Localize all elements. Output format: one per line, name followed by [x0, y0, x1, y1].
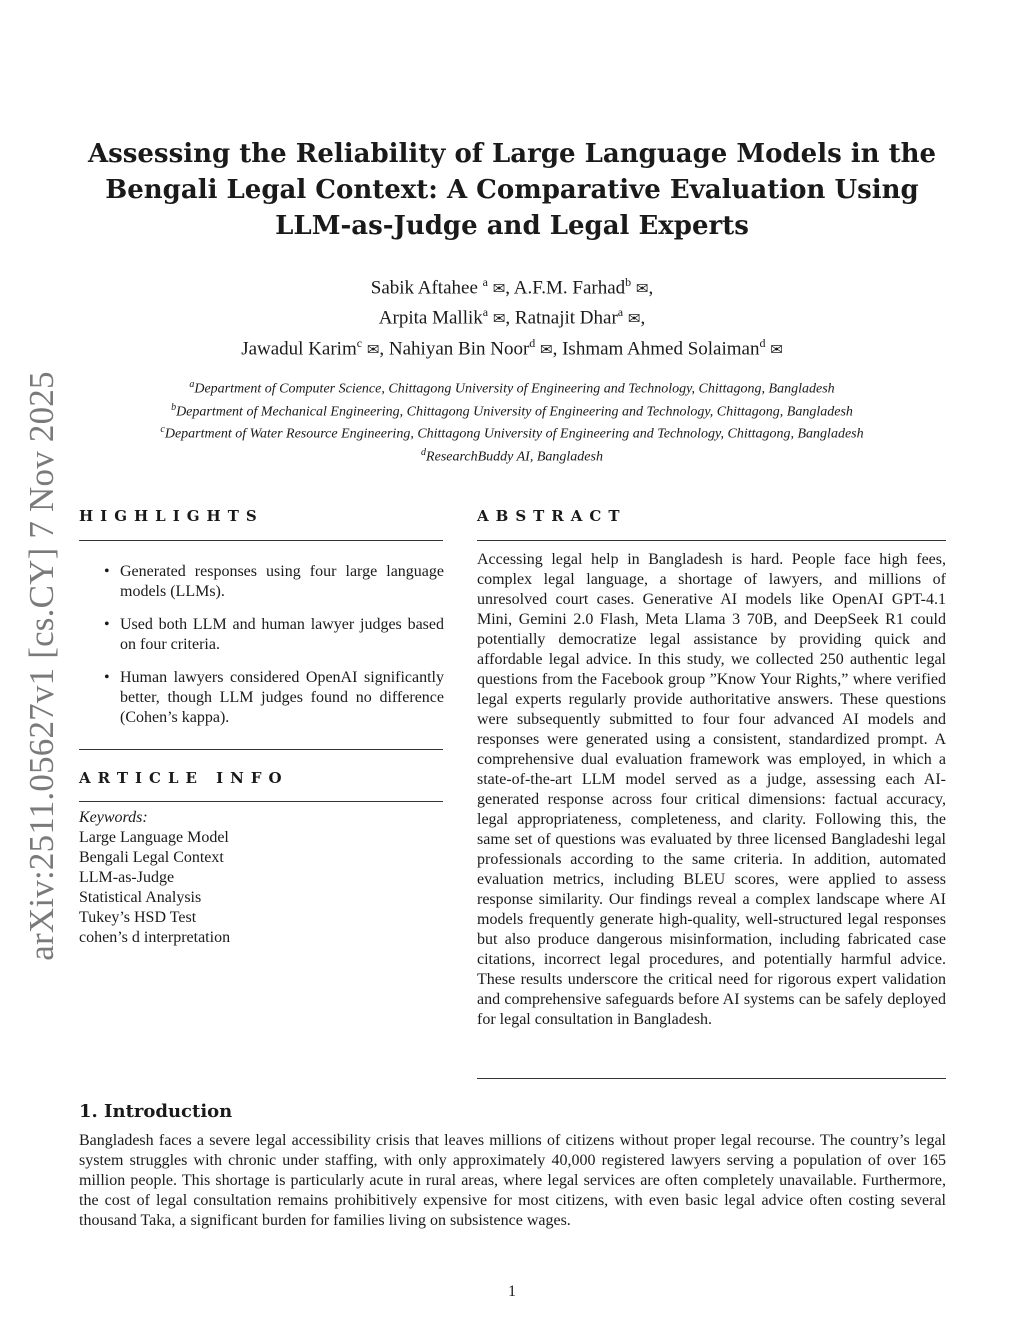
paper-title: [80, 136, 944, 244]
email-icon[interactable]: ✉: [627, 311, 641, 328]
email-icon[interactable]: ✉: [635, 281, 649, 298]
affiliation: [80, 444, 944, 467]
affiliation-mark: c: [356, 335, 363, 350]
highlights-rule-top: [79, 540, 443, 541]
affiliation-mark: d: [529, 335, 536, 350]
affiliation: [80, 421, 944, 444]
arxiv-stamp: arXiv:2511.05627v1 [cs.CY] 7 Nov 2025: [22, 371, 61, 961]
title-line: Bengali Legal Context: A Comparative Evaluation Using: [105, 175, 919, 205]
highlight-text: Used both LLM and human lawyer judges based on four criteria.: [120, 616, 444, 653]
email-icon[interactable]: ✉: [492, 281, 506, 298]
page-number: 1: [508, 1283, 516, 1300]
highlight-text: Generated responses using four large language models (LLMs).: [120, 563, 444, 600]
keyword: Tukey’s HSD Test: [79, 909, 197, 926]
keyword: cohen’s d interpretation: [79, 929, 231, 946]
highlights-heading: HIGHLIGHTS: [79, 507, 264, 525]
author-line: Jawadul Karim$^c$ ✉, Nahiyan Bin Noor$^d$ ✉, Ishmam Ahmed Solaiman$^d$ ✉: [241, 335, 783, 359]
author-name: Ishmam Ahmed Solaiman: [562, 337, 760, 359]
affiliation-mark: a: [482, 305, 489, 320]
author-name: Jawadul Karim: [241, 337, 357, 359]
author-name: Sabik Aftahee: [370, 277, 478, 299]
affiliation-mark: c: [160, 424, 165, 436]
author-line: Sabik Aftahee $^a$ ✉, A.F.M. Farhad$^b$ ✉,: [370, 275, 654, 299]
affiliation-mark: d: [421, 446, 427, 458]
abstract-text: Accessing legal help in Bangladesh is hard. People face high fees, complex legal language, a shortage of lawyers, and millions of unresolved court cases. Generative AI models like OpenAI GPT-4.1 Mini, Gemini 2.0 Flash, Meta Llama 3 70B, and DeepSeek R1 could potentially democratize legal assistance by providing quick and affordable legal advice. In this study, we collected 250 authentic legal questions from the Facebook group ”Know Your Rights,” where verified legal experts regularly provide authoritative answers. These questions were subsequently submitted to four four advanced AI models and responses were generated using a consistent, standardized prompt. A comprehensive dual evaluation framework was employed, in which a state-of-the-art LLM model served as a judge, assessing each AI-generated response across four critical dimensions: factual accuracy, legal appropriateness, completeness, and clarity. Following this, the same set of questions was evaluated by three licensed Bangladeshi legal professionals according to the same criteria. In addition, automated evaluation metrics, including BLEU scores, were applied to assess response similarity. Our findings reveal a complex landscape where AI models frequently generate high-quality, well-structured legal responses but also produce dangerous misinformation, including fabricated case citations, incorrect legal procedures, and potentially harmful advice. These results underscore the critical need for rigorous expert validation and comprehensive safeguards before AI systems can be safely deployed for legal consultation in Bangladesh.: [477, 551, 946, 1028]
email-icon[interactable]: ✉: [540, 341, 553, 358]
email-icon[interactable]: ✉: [366, 341, 380, 358]
bullet-icon: •: [104, 616, 110, 633]
keywords-block: [79, 808, 443, 948]
abstract-rule-bottom: [477, 1078, 946, 1079]
keyword: Statistical Analysis: [79, 889, 202, 906]
email-icon[interactable]: ✉: [492, 311, 506, 328]
title-line: Assessing the Reliability of Large Language Models in the: [87, 139, 937, 169]
affiliation-mark: b: [171, 401, 177, 413]
affiliation-text: Department of Mechanical Engineering, Chittagong University of Engineering and Technology, Chittagong, Bangladesh: [176, 404, 853, 420]
affiliation-text: ResearchBuddy AI, Bangladesh: [426, 449, 603, 465]
email-icon[interactable]: ✉: [770, 341, 783, 358]
highlights-list: [104, 562, 444, 741]
highlights-rule-bottom: [79, 749, 443, 750]
bullet-icon: •: [104, 669, 110, 686]
affiliation-mark: d: [759, 335, 766, 350]
article-info-rule: [79, 801, 443, 802]
affiliation-mark: a: [482, 275, 488, 289]
bullet-icon: •: [104, 563, 110, 580]
introduction-paragraph: Bangladesh faces a severe legal accessibility crisis that leaves millions of citizens without proper legal recourse. The country’s legal system struggles with chronic under staffing, with only approximately 40,000 registered lawyers serving a population of over 165 million people. This shortage is particularly acute in rural areas, where legal services are often completely unavailable. Furthermore, the cost of legal consultation remains prohibitively expensive for most citizens, with even basic legal advice often costing several thousand Taka, a significant burden for families living on subsistence wages.: [79, 1132, 946, 1229]
affiliation: [80, 399, 944, 422]
section-heading: 1. Introduction: [79, 1101, 233, 1122]
author-line: Arpita Mallik$^a$ ✉, Ratnajit Dhar$^a$ ✉,: [378, 305, 646, 329]
author-name: A.F.M. Farhad: [513, 277, 626, 299]
abstract-rule-top: [477, 540, 946, 541]
highlight-item: [104, 668, 444, 728]
article-info-heading: ARTICLE INFO: [79, 769, 289, 787]
affiliation-mark: b: [625, 275, 632, 289]
affiliation-mark: a: [617, 305, 624, 320]
highlight-item: [104, 615, 444, 655]
abstract-heading: ABSTRACT: [477, 507, 627, 525]
keyword: Bengali Legal Context: [79, 849, 224, 866]
affiliation-text: Department of Computer Science, Chittagong University of Engineering and Technology, Chittagong, Bangladesh: [194, 381, 835, 397]
author-list: [80, 271, 944, 362]
affiliation-list: [80, 376, 944, 467]
author-name: Ratnajit Dhar: [514, 307, 618, 329]
affiliation-mark: a: [189, 379, 195, 390]
title-line: LLM-as-Judge and Legal Experts: [275, 211, 749, 241]
keywords-label: Keywords:: [79, 809, 148, 826]
author-name: Nahiyan Bin Noor: [388, 337, 530, 359]
affiliation: [80, 376, 944, 399]
keyword: LLM-as-Judge: [79, 869, 175, 886]
highlight-text: Human lawyers considered OpenAI significantly better, though LLM judges found no difference (Cohen’s kappa).: [120, 669, 444, 726]
highlight-item: [104, 562, 444, 602]
author-name: Arpita Mallik: [378, 307, 483, 329]
affiliation-text: Department of Water Resource Engineering, Chittagong University of Engineering and Technology, Chittagong, Bangladesh: [164, 426, 864, 442]
keyword: Large Language Model: [79, 829, 229, 846]
